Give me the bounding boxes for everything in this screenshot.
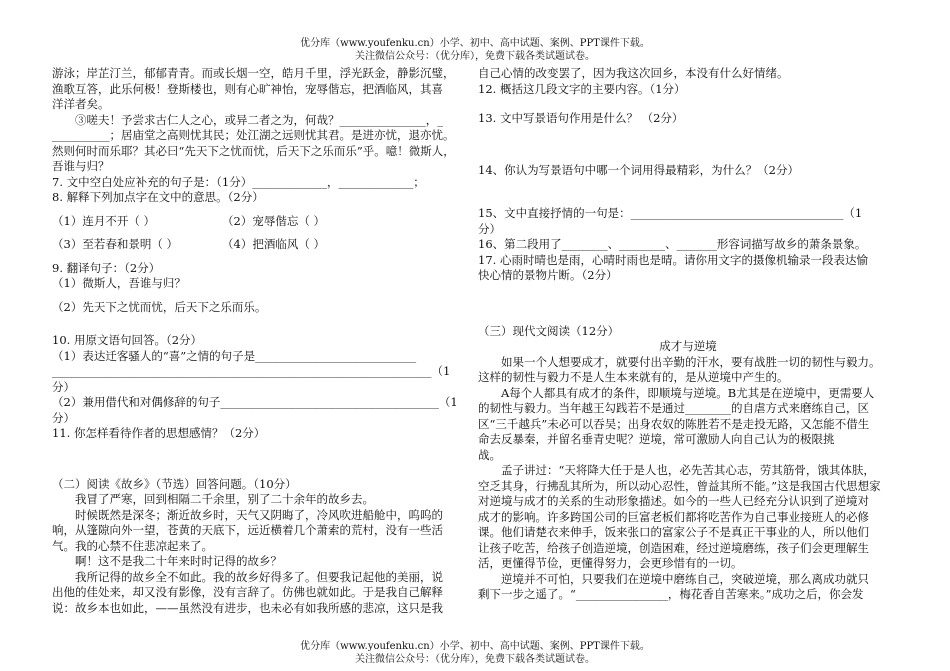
article-line: 剩下一步之遥了。“________________，梅花香自苦寒来。”成功之后，你会发 <box>478 587 864 601</box>
question-8: 8. 解释下列加点字在文中的意思。（2分） <box>52 190 264 204</box>
question-17-line-2: 快心情的景物片断。（2分） <box>478 268 618 282</box>
passage-line: 响，从篷隙向外一望，苍黄的天底下，远近横着几个萧索的荒村，没有一些活 <box>52 523 443 537</box>
question-10-a-score: 分） <box>52 379 75 394</box>
page-footer <box>0 640 950 666</box>
header-line-2: 关注微信公众号：（优分库），免费下载各类试题试卷。 <box>355 51 595 62</box>
question-15: 15、文中直接抒情的一句是：_____________________________________（1 <box>478 206 863 220</box>
article-title: 成才与逆境 <box>659 339 717 353</box>
text-line: 游泳；岸芷汀兰，郁郁青青。而或长烟一空，皓月千里，浮光跃金，静影沉璧， <box>52 66 455 80</box>
q8-item-1: （1）连月不开（ ） <box>52 213 155 228</box>
question-17-line-1: 17. 心雨时晴也是雨，心晴时雨也是晴。请你用文字的摄像机输录一段表达愉 <box>478 252 868 267</box>
q8-item-2: （2）宠辱偕忘（ ） <box>222 213 325 228</box>
right-column <box>478 66 898 603</box>
article-line: 命去反暴秦，并留名垂青史呢？逆境，常可激励人向自己认为的极限挑 <box>478 432 835 446</box>
text-line: 然则何时而乐耶？其必曰“先天下之忧而忧，后天下之乐而乐”乎。噫！微斯人， <box>52 143 455 158</box>
left-column <box>52 66 472 616</box>
text-line: 自己心情的改变罢了，因为我这次回乡，本没有什么好情绪。 <box>478 66 789 80</box>
header-line-1: 优分库（www.youfenku.cn）小学、初中、高中试题、案例、PPT课件下载。 <box>300 38 650 49</box>
text-line: ③嗟夫！予尝求古仁人之心，或异二者之为，何哉？_______________，_ <box>75 112 443 127</box>
question-16: 16、第二段用了________、________、_______形容词描写故乡的萧条景象。 <box>478 237 867 251</box>
question-10-a-blank: __________________________________________________________________（1 <box>52 364 451 378</box>
passage-line: 我所记得的故乡全不如此。我的故乡好得多了。但要我记起他的美丽，说 <box>75 569 443 584</box>
passage-line: 气。我的心禁不住悲凉起来了。 <box>52 538 213 553</box>
passage-line: 啊！这不是我二十年来时时记得的故乡？ <box>75 554 282 568</box>
question-8-row-2 <box>52 237 472 253</box>
footer-line-2: 关注微信公众号：（优分库），免费下载各类试题试卷。 <box>355 654 595 665</box>
article-line: 成才的影响。许多跨国公司的巨富老板们都将吃苦作为自己事业接班人的必修 <box>478 509 869 524</box>
question-11: 11. 你怎样看待作者的思想感情？（2分） <box>52 426 266 440</box>
passage-line: 出他的佳处来，却又没有影像，没有言辞了。仿佛也就如此。于是我自己解释 <box>52 585 443 599</box>
article-line: 空乏其身，行拂乱其所为，所以动心忍性，曾益其所不能。”这是我国古代思想家 <box>478 478 881 493</box>
article-line: 活，更懂得节俭，更懂得努力，会更珍惜有的一切。 <box>478 556 743 570</box>
section-2-title: （二）阅读《故乡》（节选）回答问题。（10分） <box>52 476 297 491</box>
article-line: A每个人都具有成才的条件，即顺境与逆境。B尤其是在逆境中，更需要人 <box>501 385 875 400</box>
question-10-b: （2）兼用借代和对偶修辞的句子______________________________________（1 <box>52 395 458 409</box>
question-15-score: 分） <box>478 221 501 236</box>
q8-item-4: （4）把酒临风（ ） <box>222 237 325 251</box>
passage-line: 说：故乡本也如此，——虽然没有进步，也未必有如我所感的悲凉，这只是我 <box>52 600 443 615</box>
question-14: 14、你认为写景语句中哪一个词用得最精彩，为什么？（2分） <box>478 162 799 177</box>
page-header <box>0 37 950 63</box>
text-line: 渔歌互答，此乐何极！登斯楼也，则有心旷神怡，宠辱偕忘，把酒临风，其喜 <box>52 81 443 96</box>
article-line: 逆境并不可怕，只要我们在逆境中磨练自己，突破逆境，那么离成功就只 <box>501 571 869 586</box>
text-line: __________；居庙堂之高则忧其民；处江湖之远则忧其君。是进亦忧，退亦忧。 <box>52 128 455 142</box>
article-line: 战。 <box>478 447 501 462</box>
article-line: 这样的韧性与毅力不是人生本来就有的，是从逆境中产生的。 <box>478 370 789 384</box>
article-line: 的韧性与毅力。当年越王勾践若不是通过________的自虐方式来磨练自己，区 <box>478 401 869 415</box>
section-3-title: （三）现代文阅读（12分） <box>478 323 620 338</box>
question-9-b: （2）先天下之忧而忧，后天下之乐而乐。 <box>52 299 267 314</box>
question-9-a: （1）微斯人，吾谁与归？ <box>52 276 186 290</box>
text-line: 吾谁与归？ <box>52 159 110 173</box>
question-10-b-score: 分） <box>52 410 75 425</box>
question-9: 9. 翻译句子：（2分） <box>52 260 161 275</box>
question-12: 12. 概括这几段文字的主要内容。（1分） <box>478 81 686 96</box>
footer-line-1: 优分库（www.youfenku.cn）小学、初中、高中试题、案例、PPT课件下载。 <box>300 641 650 652</box>
question-13: 13. 文中写景语句作用是什么？ （2分） <box>478 111 684 125</box>
article-line: 孟子讲过：“天将降大任于是人也，必先苦其心志，劳其筋骨，饿其体肤， <box>501 463 875 477</box>
passage-line: 时候既然是深冬；渐近故乡时，天气又阴晦了，冷风吹进船舱中，呜呜的 <box>75 507 443 522</box>
article-line: 对逆境与成才的关系的生动形象描述。如今的一些人已经充分认识到了逆境对 <box>478 494 869 508</box>
q8-item-3: （3）至若春和景明（ ） <box>52 237 178 251</box>
article-line: 让孩子吃苦，给孩子创造逆境，创造困难，经过逆境磨练，孩子们会更理解生 <box>478 540 869 555</box>
article-line: 区“三千越兵”未必可以吞吴；出身农奴的陈胜若不是走投无路，又怎能不借生 <box>478 416 870 431</box>
question-7: 7. 文中空白处应补充的句子是：（1分）_____________，_____________； <box>52 174 425 189</box>
question-8-row-1 <box>52 214 472 230</box>
passage-line: 我冒了严寒，回到相隔二千余里，别了二十余年的故乡去。 <box>75 492 374 506</box>
text-line: 洋洋者矣。 <box>52 97 110 111</box>
article-line: 课。他们请楚衣来伸手，饭来张口的富家公子不是真正干事业的人，所以他们 <box>478 525 869 539</box>
article-line: 如果一个人想要成才，就要付出辛勤的汗水，要有战胜一切的韧性与毅力。 <box>501 354 881 369</box>
question-10: 10. 用原文语句回答。（2分） <box>52 333 203 347</box>
question-10-a: （1）表达迁客骚人的“喜”之情的句子是____________________________ <box>52 348 417 363</box>
